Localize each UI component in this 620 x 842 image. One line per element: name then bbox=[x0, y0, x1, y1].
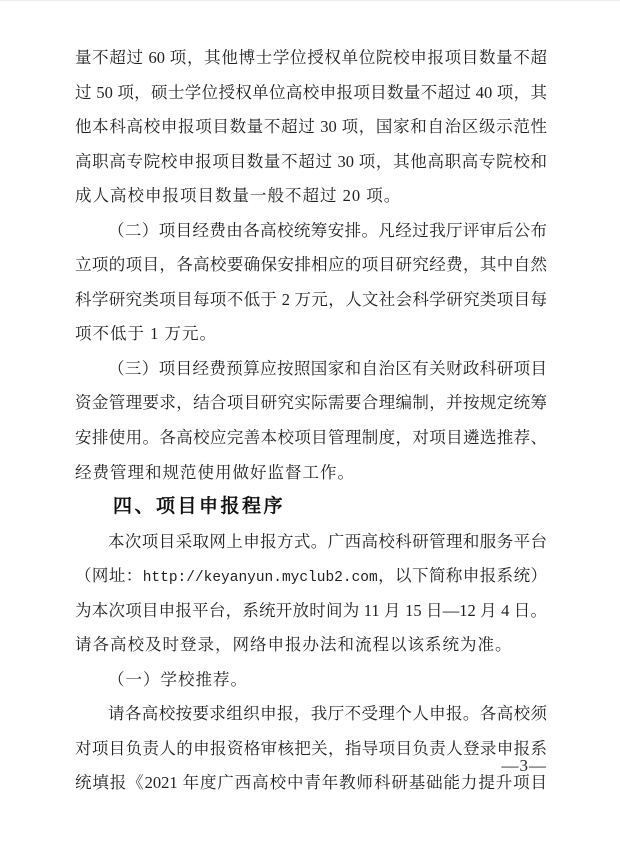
paragraph bbox=[75, 663, 547, 698]
text-line: （一）学校推荐。 bbox=[108, 669, 248, 689]
text-line: 资金管理要求，结合项目研究实际需要合理编制，并按规定统筹 bbox=[75, 393, 547, 413]
paragraph bbox=[75, 697, 547, 801]
text-line: 安排使用。各高校应完善本校项目管理制度，对项目遴选推荐、 bbox=[75, 428, 547, 448]
text-line: 过 50 项，硕士学位授权单位高校申报项目数量不超过 40 项，其 bbox=[75, 82, 547, 102]
url-text: http://keyanyun.myclub2.com bbox=[142, 570, 378, 587]
text-line: 对项目负责人的申报资格审核把关，指导项目负责人登录申报系 bbox=[75, 738, 547, 758]
paragraph bbox=[75, 41, 547, 214]
heading-text: 四、项目申报程序 bbox=[113, 496, 286, 518]
text-line: 立项的项目，各高校要确保安排相应的项目研究经费，其中自然 bbox=[75, 255, 547, 275]
text-line: 为本次项目申报平台，系统开放时间为 11 月 15 日—12 月 4 日。 bbox=[75, 600, 547, 620]
page-number: —3— bbox=[501, 756, 547, 775]
text-line: （三）项目经费预算应按照国家和自治区有关财政科研项目 bbox=[108, 358, 547, 378]
text-line: 量不超过 60 项，其他博士学位授权单位院校申报项目数量不超 bbox=[75, 48, 547, 67]
paragraph bbox=[75, 214, 547, 352]
text-line: 高职高专院校申报项目数量不超过 30 项，其他高职高专院校和 bbox=[75, 151, 547, 171]
section-heading bbox=[75, 490, 547, 525]
text-line: 本次项目采取网上申报方式。广西高校科研管理和服务平台 bbox=[108, 531, 547, 551]
document-body bbox=[75, 41, 547, 801]
paragraph bbox=[75, 352, 547, 490]
text-line: 科学研究类项目每项不低于 2 万元，人文社会科学研究类项目每 bbox=[75, 289, 547, 309]
text-line: 项不低于 1 万元。 bbox=[75, 324, 217, 344]
text-line: 他本科高校申报项目数量不超过 30 项，国家和自治区级示范性 bbox=[75, 117, 547, 137]
text-line: 经费管理和规范使用做好监督工作。 bbox=[75, 462, 355, 482]
text-line: 请各高校及时登录，网络申报办法和流程以该系统为准。 bbox=[75, 635, 513, 655]
text-line: 统填报《2021 年度广西高校中青年教师科研基础能力提升项目 bbox=[75, 773, 547, 793]
text-line: 成人高校申报项目数量一般不超过 20 项。 bbox=[75, 186, 402, 206]
text-line: 请各高校按要求组织申报，我厅不受理个人申报。各高校须 bbox=[108, 704, 547, 724]
text-line: （网址：http://keyanyun.myclub2.com，以下简称申报系统） bbox=[75, 566, 548, 587]
text-line: （二）项目经费由各高校统筹安排。凡经过我厅评审后公布 bbox=[108, 220, 547, 240]
paragraph bbox=[75, 525, 547, 663]
